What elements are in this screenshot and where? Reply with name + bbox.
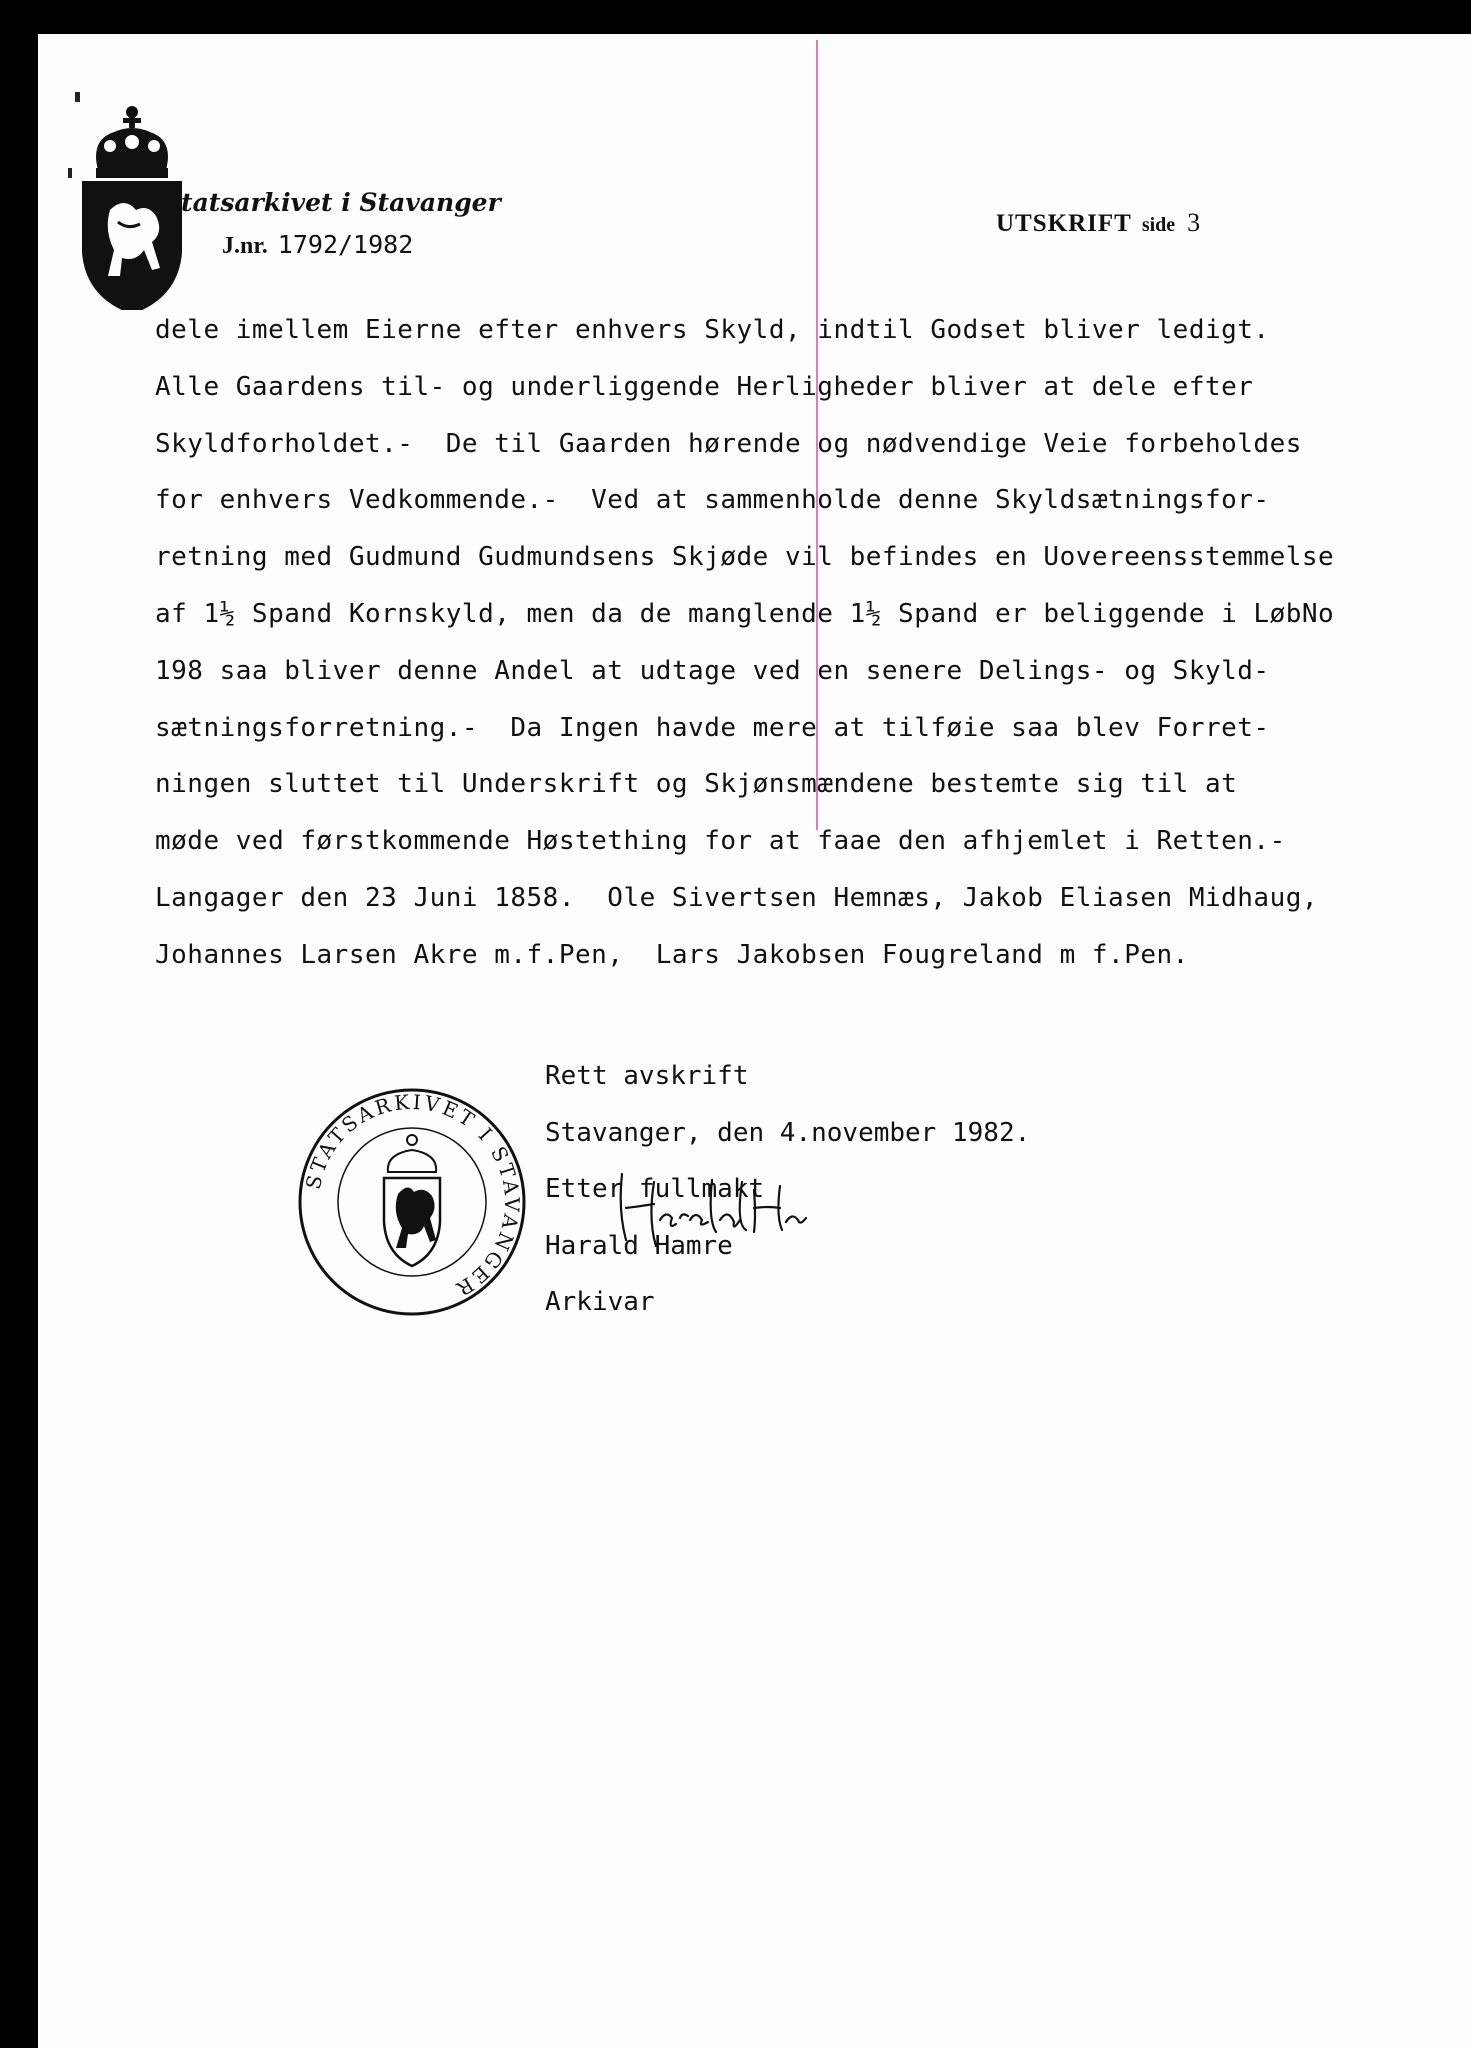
journal-number-label: J.nr.	[222, 233, 268, 259]
body-line: for enhvers Vedkommende.- Ved at sammenholde denne Skyldsætningsfor-	[155, 485, 1270, 516]
certification-place-date: Stavanger, den 4.november 1982.	[545, 1117, 1031, 1148]
body-line: ningen sluttet til Underskrift og Skjønsmændene bestemte sig til at	[155, 769, 1238, 800]
body-line: af 1½ Spand Kornskyld, men da de manglende 1½ Spand er beliggende i LøbNo	[155, 598, 1335, 629]
stamp-ring-text: STATSARKIVET I STAVANGER	[300, 1089, 525, 1303]
stamp-crest-icon	[384, 1135, 440, 1266]
transcript-body	[155, 302, 1445, 984]
page-number: 3	[1187, 208, 1201, 237]
handwritten-signature	[530, 1160, 810, 1260]
transcript-page-header	[996, 208, 1200, 238]
journal-number-value: 1792/1982	[277, 230, 414, 259]
archive-name: Statsarkivet i Stavanger	[163, 188, 501, 217]
body-line: 198 saa bliver denne Andel at udtage ved en senere Delings- og Skyld-	[155, 655, 1270, 686]
transcript-label: UTSKRIFT	[996, 210, 1132, 237]
archive-stamp	[292, 1082, 532, 1322]
side-label: side	[1141, 214, 1176, 236]
body-line: Alle Gaardens til- og underliggende Herligheder bliver at dele efter	[155, 371, 1254, 402]
signatory-name: Harald Hamre	[545, 1230, 733, 1261]
body-line: dele imellem Eierne efter enhvers Skyld, indtil Godset bliver ledigt.	[155, 315, 1270, 345]
signatory-title: Arkivar	[545, 1287, 655, 1317]
body-line: sætningsforretning.- Da Ingen havde mere at tilføie saa blev Forret-	[155, 712, 1270, 743]
certification-line: Rett avskrift	[545, 1061, 749, 1091]
journal-number	[222, 230, 413, 260]
body-line: Johannes Larsen Akre m.f.Pen, Lars Jakobsen Fougreland m f.Pen.	[155, 939, 1189, 970]
body-line: Langager den 23 Juni 1858. Ole Sivertsen Hemnæs, Jakob Eliasen Midhaug,	[155, 882, 1319, 913]
body-line: retning med Gudmund Gudmundsens Skjøde vil befindes en Uovereensstemmelse	[155, 542, 1335, 573]
body-line: Skyldforholdet.- De til Gaarden hørende og nødvendige Veie forbeholdes	[155, 428, 1302, 459]
certification-line: Etter fullmakt	[545, 1174, 765, 1204]
body-line: møde ved førstkommende Høstething for at faae den afhjemlet i Retten.-	[155, 826, 1286, 857]
